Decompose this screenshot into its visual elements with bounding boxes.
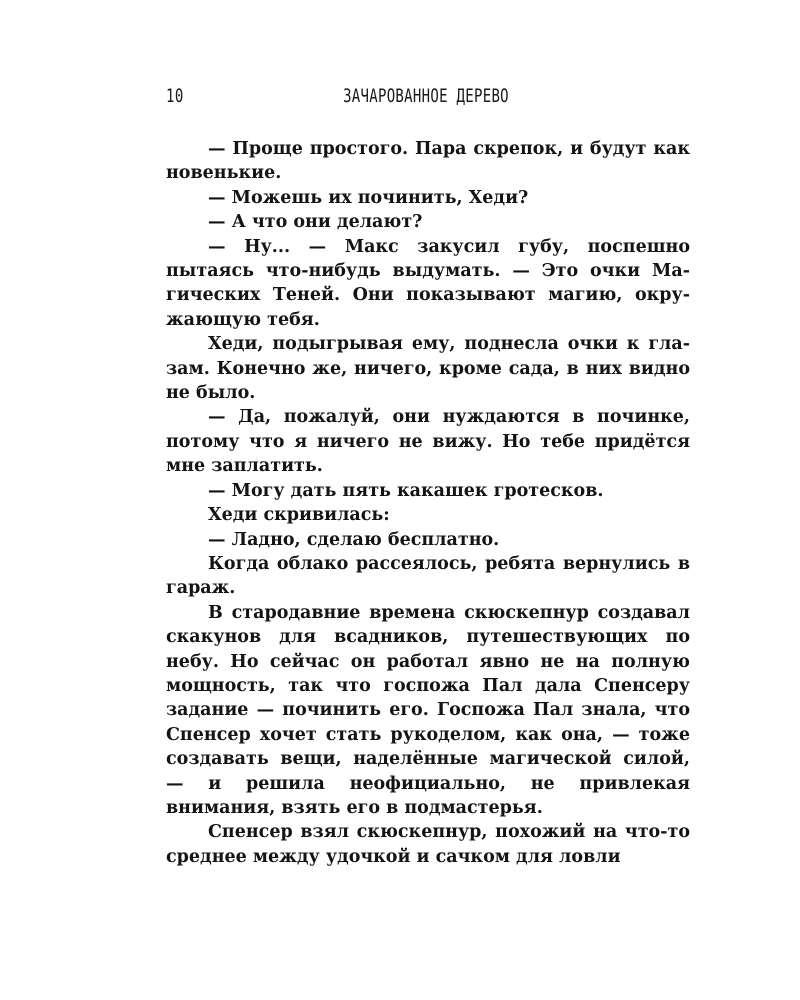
paragraph: — Ну... — Макс закусил губу, поспешно пытаясь что-нибудь выдумать. — Это очки Магических Теней. Они показывают магию, окружающую тебя.: [166, 236, 690, 330]
running-head: [166, 86, 686, 110]
paragraph: Хеди, подыгрывая ему, поднесла очки к глазам. Конечно же, ничего, кроме сада, в них видно не было.: [166, 334, 690, 404]
paragraph: — Да, пожалуй, они нуждаются в починке, потому что я ничего не вижу. Но тебе придётся мне заплатить.: [166, 407, 690, 477]
paragraph: — Проще простого. Пара скрепок, и будут как новенькие.: [166, 139, 690, 184]
paragraph: В стародавние времена скюскепнур создавал скакунов для всадников, путешествующих по небу. Но сейчас он работал явно не на полную мощность, так что госпожа Пал дала Спенсеру задание — починить его. Госпожа Пал знала, что Спенсер хочет стать рукоделом, как она, — тоже создавать вещи, наделённые магической силой, — и решила неофициально, не привлекая внимания, взять его в подмастерья.: [166, 602, 690, 818]
paragraph: Когда облако рассеялось, ребята вернулись в гараж.: [166, 553, 690, 599]
paragraph: — Ладно, сделаю бесплатно.: [208, 529, 500, 550]
paragraph: — Можешь их починить, Хеди?: [208, 187, 529, 208]
page-number: 10: [166, 86, 184, 108]
paragraph: — Могу дать пять какашек гротесков.: [208, 480, 604, 501]
paragraph: Хеди скривилась:: [208, 505, 390, 526]
body-text: [166, 137, 690, 869]
paragraph: Спенсер взял скюскепнур, похожий на что-то среднее между удочкой и сачком для ловли: [166, 822, 690, 867]
book-title: ЗАЧАРОВАННОЕ ДЕРЕВО: [343, 86, 509, 108]
paragraph: — А что они делают?: [208, 212, 423, 233]
